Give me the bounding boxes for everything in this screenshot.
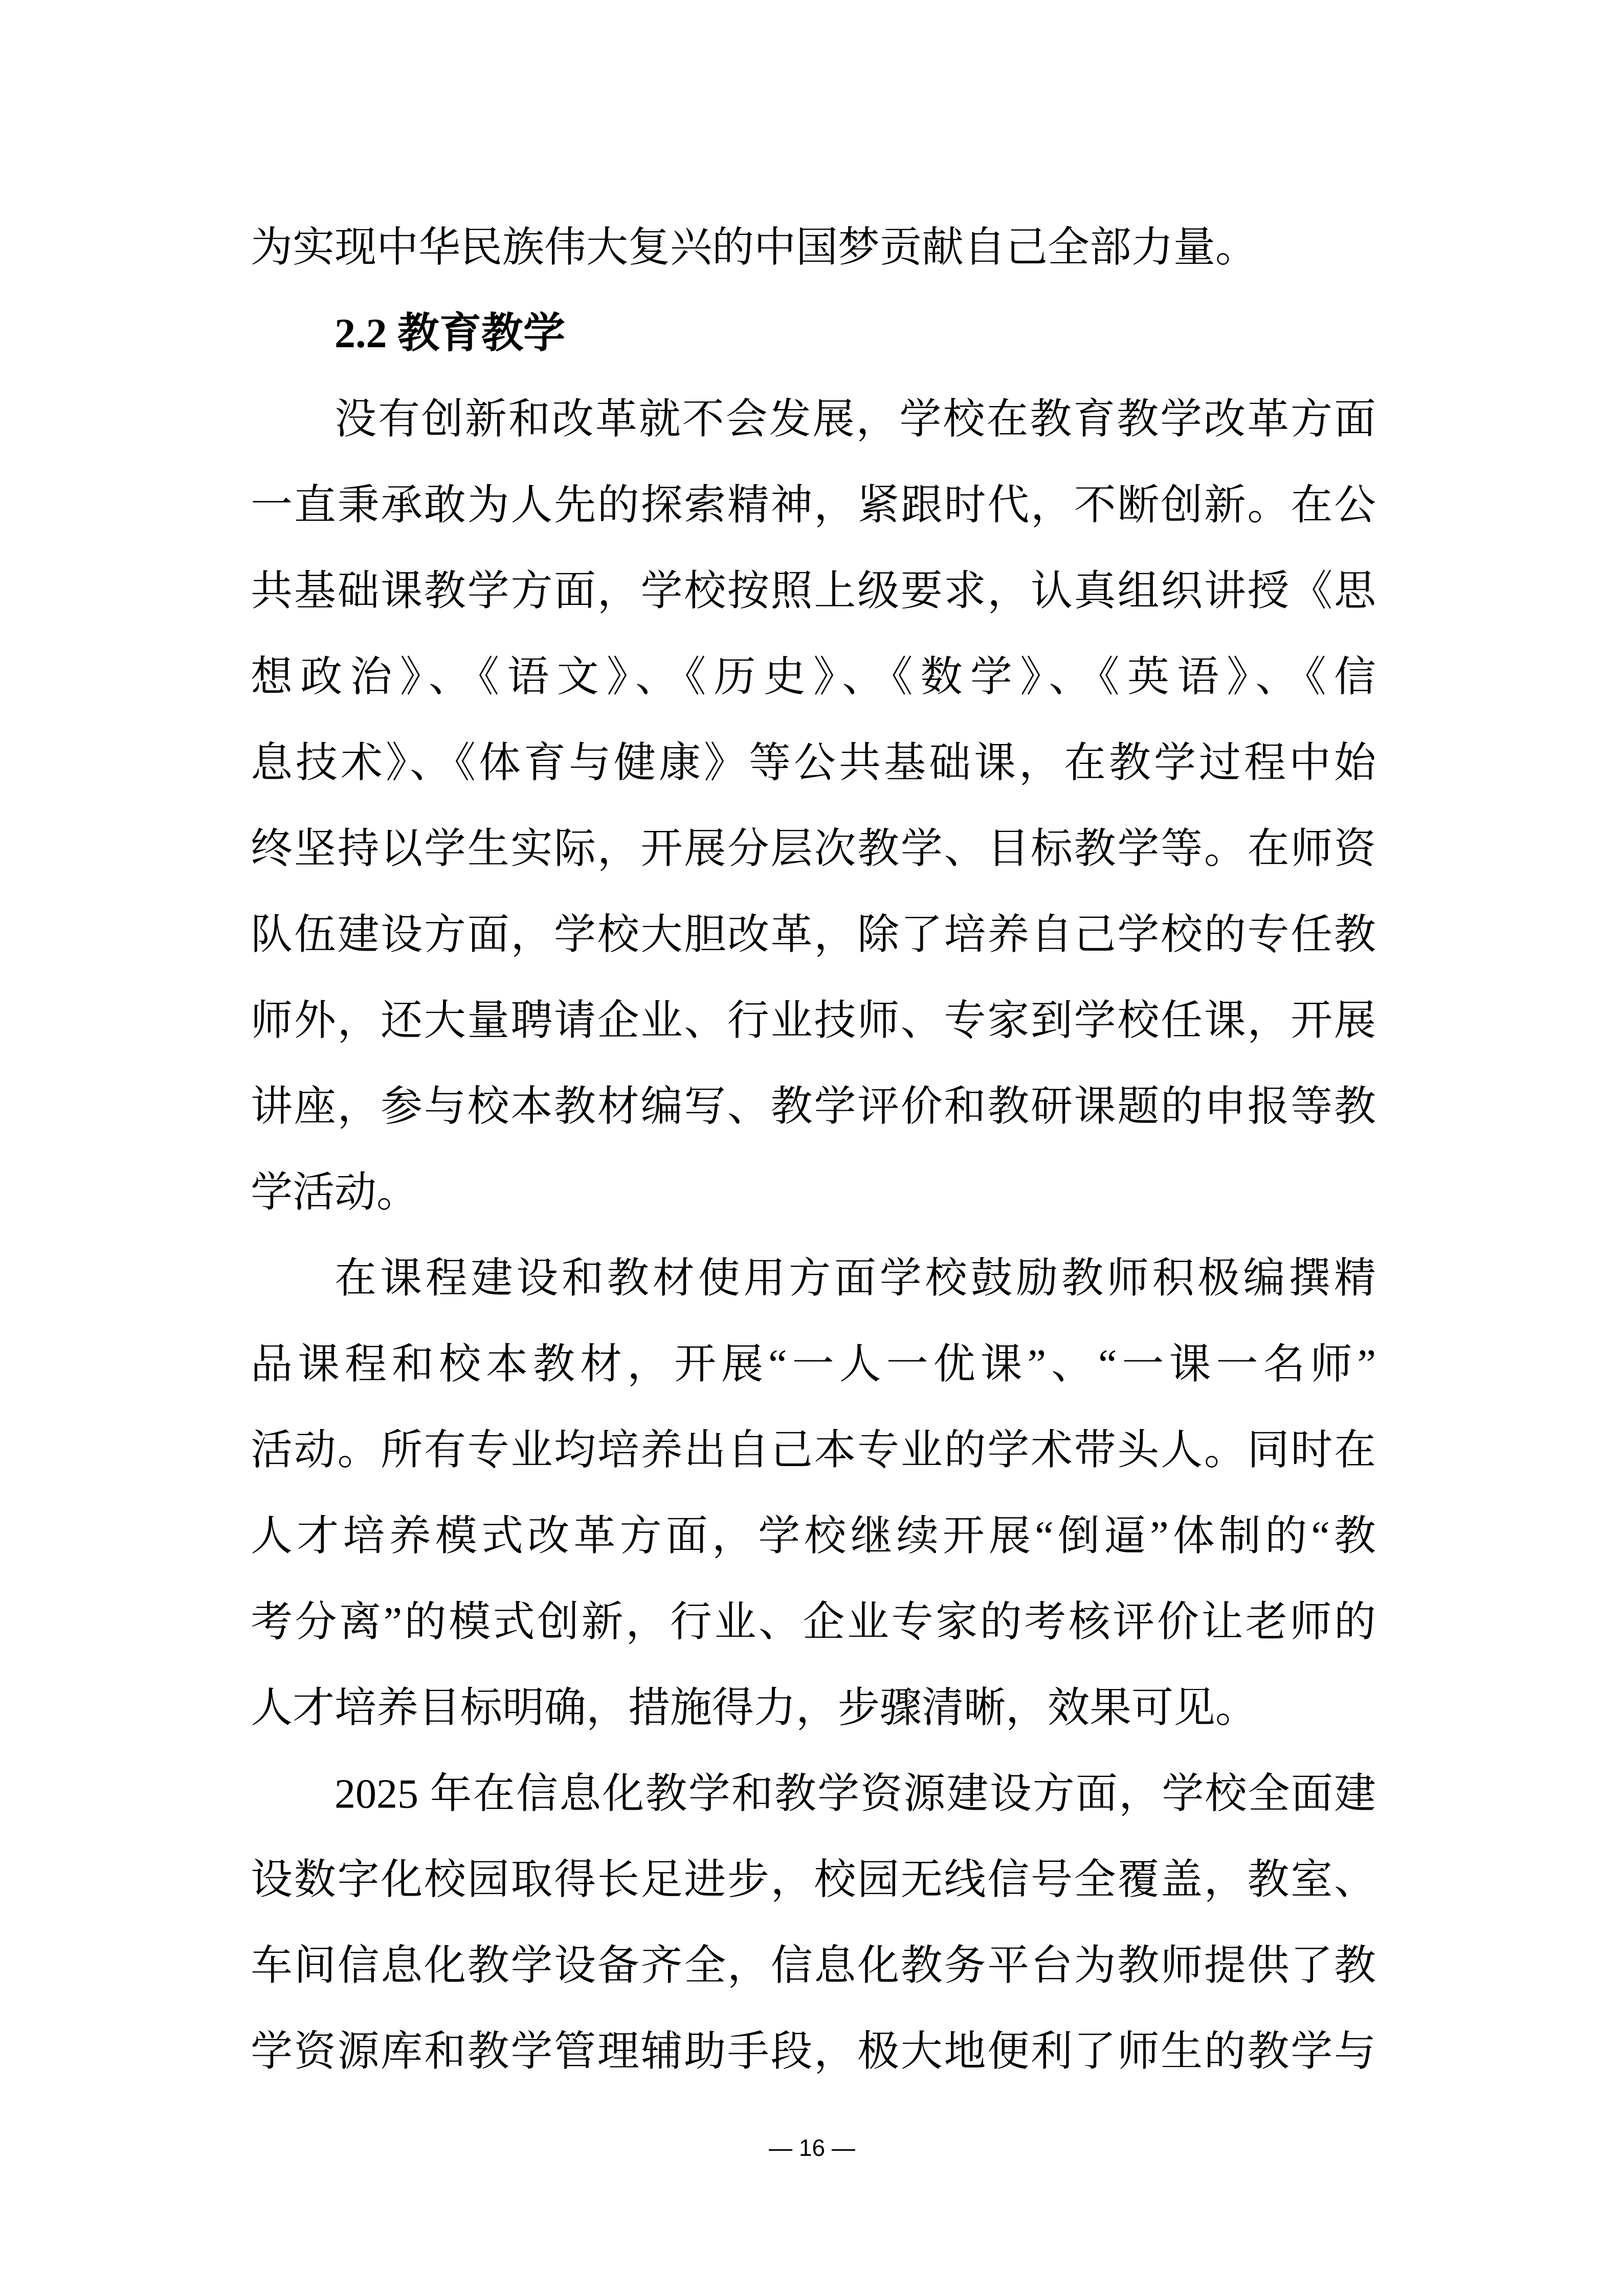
paragraph-end-line: 人才培养目标明确，措施得力，步骤清晰，效果可见。: [251, 1684, 1258, 1731]
text-block: [251, 205, 1376, 2095]
paragraph-end-line: 为实现中华民族伟大复兴的中国梦贡献自己全部力量。: [251, 224, 1258, 271]
body-line: 没有创新和改革就不会发展，学校在教育教学改革方面: [335, 396, 1376, 442]
body-line: 终坚持以学生实际，开展分层次教学、目标教学等。在师资: [251, 825, 1376, 872]
page-number: — 16 —: [769, 2134, 855, 2161]
body-line: 设数字化校园取得长足进步，校园无线信号全覆盖，教室、: [251, 1856, 1376, 1903]
paragraph-end-line: 学活动。: [251, 1169, 419, 1215]
body-line: 一直秉承敢为人先的探索精神，紧跟时代，不断创新。在公: [251, 482, 1376, 528]
body-line: 在课程建设和教材使用方面学校鼓励教师积极编撰精: [335, 1255, 1376, 1301]
body-line: 品课程和校本教材，开展“一人一优课”、“一课一名师”: [251, 1341, 1376, 1387]
body-line: 息技术》、《体育与健康》等公共基础课，在教学过程中始: [251, 739, 1376, 786]
body-line: 学资源库和教学管理辅助手段，极大地便利了师生的教学与: [251, 2028, 1376, 2075]
body-line: 师外，还大量聘请企业、行业技师、专家到学校任课，开展: [251, 997, 1376, 1044]
body-line: 人才培养模式改革方面，学校继续开展“倒逼”体制的“教: [251, 1513, 1376, 1559]
body-line: 队伍建设方面，学校大胆改革，除了培养自己学校的专任教: [251, 911, 1376, 958]
body-line: 活动。所有专业均培养出自己本专业的学术带头人。同时在: [251, 1427, 1376, 1473]
body-line: 共基础课教学方面，学校按照上级要求，认真组织讲授《思: [251, 568, 1376, 614]
body-line: 想政治》、《语文》、《历史》、《数学》、《英语》、《信: [251, 654, 1376, 700]
section-heading: 2.2 教育教学: [335, 310, 566, 356]
body-line: 讲座，参与校本教材编写、教学评价和教研课题的申报等教: [251, 1083, 1376, 1130]
body-line: 考分离”的模式创新，行业、企业专家的考核评价让老师的: [251, 1599, 1376, 1645]
body-line: 车间信息化教学设备齐全，信息化教务平台为教师提供了教: [251, 1942, 1376, 1989]
body-line: 2025 年在信息化教学和教学资源建设方面，学校全面建: [335, 1770, 1376, 1817]
